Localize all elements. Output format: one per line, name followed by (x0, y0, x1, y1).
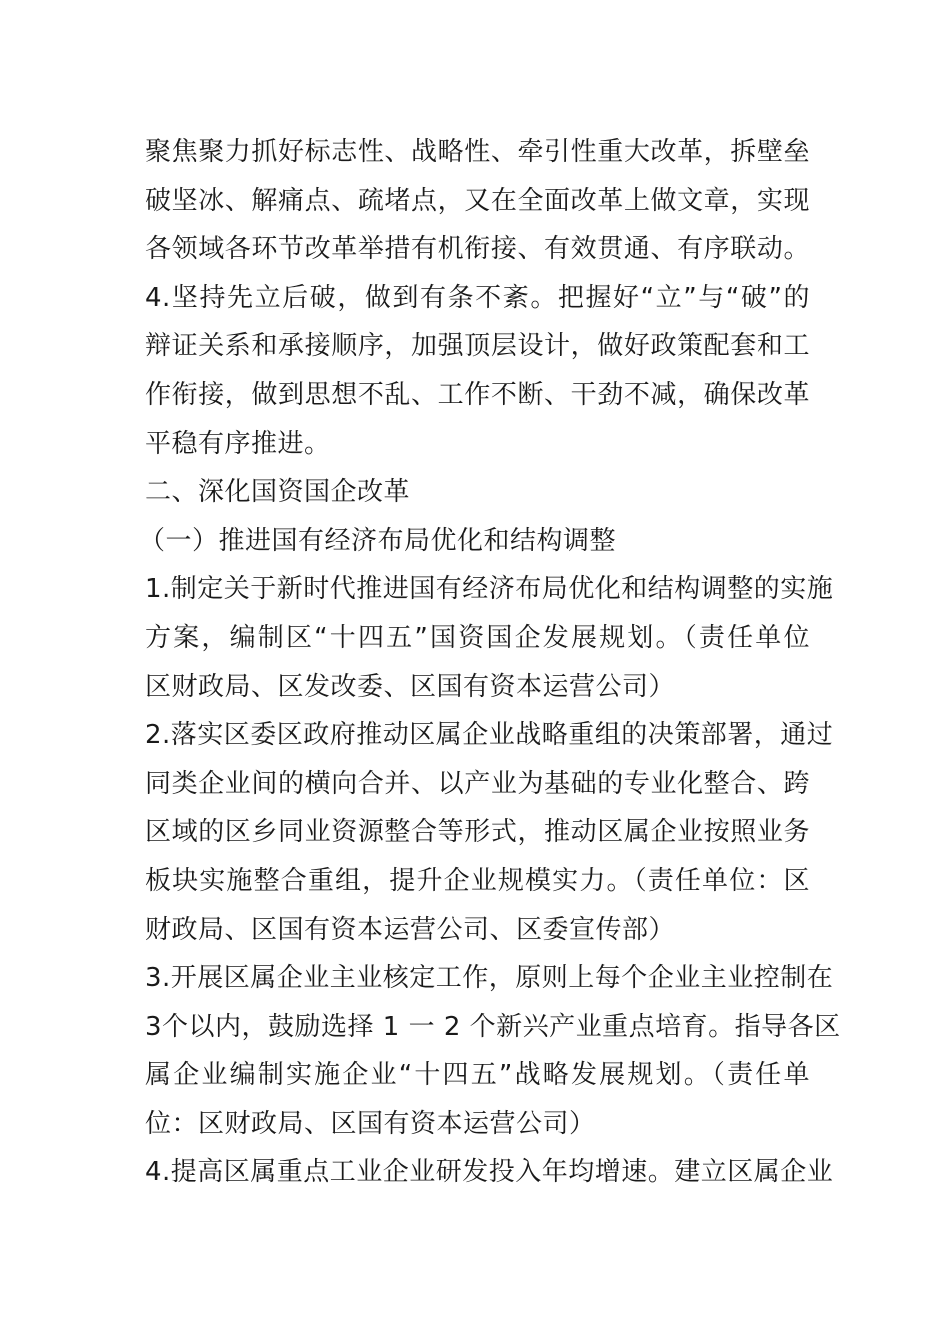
text-line-18: 3.开展区属企业主业核定工作，原则上每个企业主业控制在 (145, 963, 834, 994)
text-line-21: 位：区财政局、区国有资本运营公司） (145, 1108, 596, 1139)
text-line-6: 作衔接，做到思想不乱、工作不断、干劲不减，确保改革 (145, 379, 810, 410)
text-line-22: 4.提高区属重点工业企业研发投入年均增速。建立区属企业 (145, 1157, 834, 1188)
section-heading: 二、深化国资国企改革 (145, 477, 411, 508)
text-line-19: 3个以内，鼓励选择 1 一 2 个新兴产业重点培育。指导各区 (145, 1011, 841, 1042)
text-line-11: 方案，编制区“十四五”国资国企发展规划。（责任单位 (145, 622, 810, 653)
text-line-20: 属企业编制实施企业“十四五”战略发展规划。（责任单 (145, 1060, 810, 1091)
text-line-2: 破坚冰、解痛点、疏堵点，又在全面改革上做文章，实现 (145, 185, 810, 216)
subsection-heading: （一）推进国有经济布局优化和结构调整 (139, 525, 617, 556)
text-line-13: 2.落实区委区政府推动区属企业战略重组的决策部署，通过 (145, 720, 834, 751)
text-line-3: 各领域各环节改革举措有机衔接、有效贯通、有序联动。 (145, 234, 810, 265)
text-line-15: 区域的区乡同业资源整合等形式，推动区属企业按照业务 (145, 817, 810, 848)
text-line-7: 平稳有序推进。 (145, 428, 331, 459)
text-line-1: 聚焦聚力抓好标志性、战略性、牵引性重大改革，拆壁垒 (145, 137, 810, 167)
text-line-17: 财政局、区国有资本运营公司、区委宣传部） (145, 914, 676, 945)
text-line-14: 同类企业间的横向合并、以产业为基础的专业化整合、跨 (145, 768, 810, 799)
text-line-5: 辩证关系和承接顺序，加强顶层设计，做好政策配套和工 (145, 331, 810, 362)
text-line-16: 板块实施整合重组，提升企业规模实力。（责任单位：区 (145, 865, 810, 896)
text-line-4: 4.坚持先立后破，做到有条不紊。把握好“立”与“破”的 (145, 282, 810, 313)
document-body (139, 128, 841, 1197)
text-line-12: 区财政局、区发改委、区国有资本运营公司） (145, 671, 676, 702)
text-line-10: 1.制定关于新时代推进国有经济布局优化和结构调整的实施 (145, 574, 834, 605)
